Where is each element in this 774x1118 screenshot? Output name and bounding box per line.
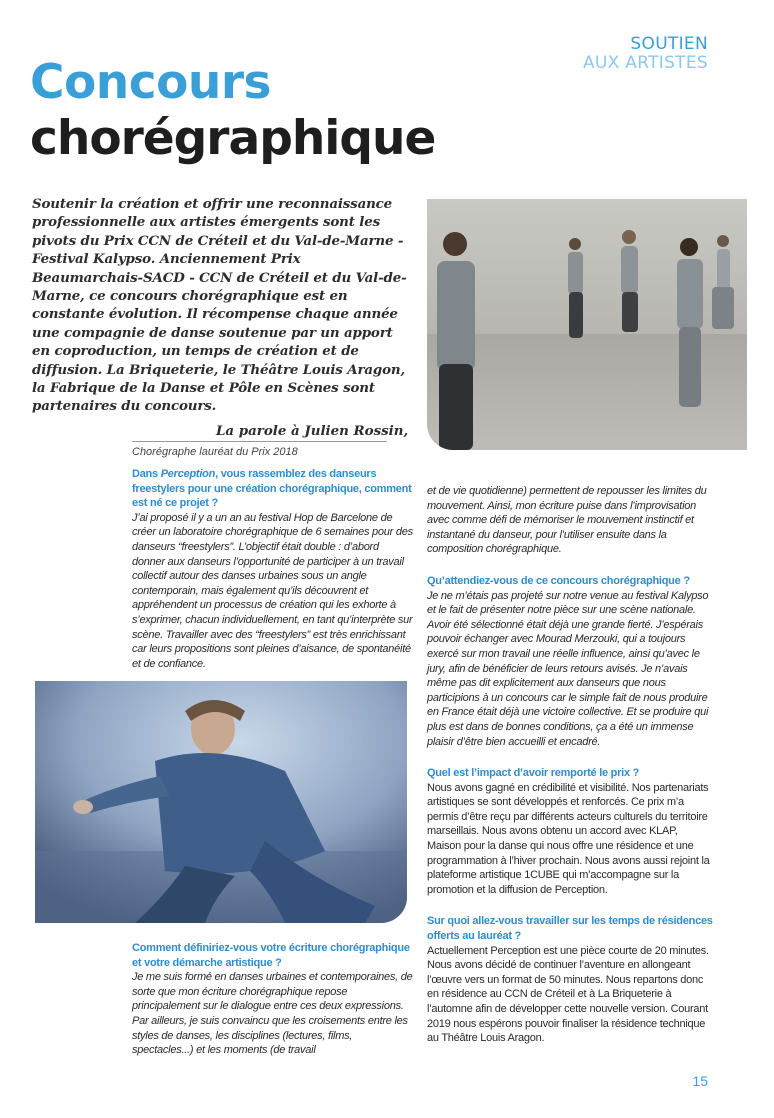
- dancer-solo-photo: [35, 681, 407, 923]
- section-tag: [583, 35, 708, 73]
- column-left-top: [132, 467, 413, 671]
- answer-1: J’ai proposé il y a un an au festival Hop de Barcelone de créer un laboratoire chorégraphique de 6 semaines pour des danseurs “freestylers”. L’objectif était double : d’abord donner aux danseurs l’opportunité de participer à un travail collectif autour des danses urbaines sous un angle contemporain, mais également qu’ils découvrent et appréhendent un processus de création qui les exhorte à s’exprimer, chacun individuellement, en tant qu’interprète sur scène. Travailler avec des “freestylers” est très enrichissant car leurs propositions sont pleines d’aisance, de spontanéité et de confiance.: [132, 511, 413, 670]
- answer-2-part1: Je me suis formé en danses urbaines et contemporaines, de sorte que mon écriture chorégraphique repose principalement sur le dialogue entre ces deux expressions. Par ailleurs, je suis convaincu que les croisements entre les styles de danses, les disciplines (lectures, films, spectacles...) et les moments (de travail: [132, 971, 413, 1057]
- question-3: Qu’attendiez-vous de ce concours chorégraphique ?: [427, 574, 690, 587]
- answer-2-part2: et de vie quotidienne) permettent de repousser les limites du mouvement. Ainsi, mon écriture puise dans l’improvisation avec comme défi de mémoriser le mouvement instinctif et instantané du danseur, pour l’utiliser ensuite dans la composition chorégraphique.: [427, 485, 707, 556]
- column-left-bottom: [132, 941, 413, 1058]
- intro-paragraph: Soutenir la création et offrir une reconnaissance professionnelle aux artistes émergents sont les pivots du Prix CCN de Créteil et du Val-de-Marne - Festival Kalypso. Anciennement Prix Beaumarchais-SACD - CCN de Créteil et du Val-de-Marne, ce concours chorégraphique est en constante évolution. Il récompense chaque année une compagnie de danse soutenue par un apport en coproduction, un temps de création et de diffusion. La Briqueterie, le Théâtre Louis Aragon, la Fabrique de la Danse et Pôle en Scènes sont partenaires du concours.: [32, 196, 407, 415]
- interviewee-name: La parole à Julien Rossin,: [216, 423, 409, 439]
- page-title-line1: Concours: [30, 55, 272, 110]
- question-4: Quel est l’impact d’avoir remporté le prix ?: [427, 767, 640, 780]
- answer-5: Actuellement Perception est une pièce courte de 20 minutes. Nous avons décidé de continuer l’aventure en allongeant l’œuvre vers un format de 50 minutes. Nous repartons donc en résidence au CCN de Créteil et à La Briqueterie à l’automne afin de développer cette nouvelle version. Courant 2019 nous espérons pouvoir finaliser la résidence technique au Théâtre Louis Aragon.: [427, 944, 709, 1045]
- column-right: [427, 484, 713, 1046]
- question-1-post: , vous rassemblez des danseurs freestylers pour une création chorégraphique, comment est né ce projet ?: [132, 468, 412, 510]
- interviewee-divider: [132, 441, 387, 442]
- answer-3: Je ne m’étais pas projeté sur notre venue au festival Kalypso et le fait de présenter notre pièce sur une scène nationale. Avoir été sélectionné était déjà une grande fierté. J’espérais pouvoir échanger avec Mourad Merzouki, qui a toujours exercé sur mon travail une réelle influence, ainsi qu’avec le jury, afin de bénéficier de leurs retours avisés. Je n’avais même pas dit explicitement aux danseurs que nous participions à un concours car le simple fait de nous produire en France était déjà une victoire collective. Et se produire qui plus est dans de bonnes conditions, ça a été un immense plaisir d’être bien accueilli et encadré.: [427, 589, 709, 748]
- question-2: Comment définiriez-vous votre écriture chorégraphique et votre démarche artistique ?: [132, 942, 410, 969]
- interviewee-block: [132, 423, 409, 458]
- question-1: [132, 467, 413, 511]
- page-title-line2: chorégraphique: [30, 111, 436, 166]
- question-5: Sur quoi allez-vous travailler sur les temps de résidences offerts au lauréat ?: [427, 915, 713, 943]
- interviewee-role: Chorégraphe lauréat du Prix 2018: [132, 446, 298, 458]
- dancers-group-photo: [427, 199, 747, 450]
- answer-4: Nous avons gagné en crédibilité et visibilité. Nos partenariats artistiques se sont développés et renforcés. Ce prix m’a permis d’être reçu par différents acteurs culturels du territoire marseillais. Nous avons obtenu un accord avec KLAP, Maison pour la danse qui nous offre une résidence et une programmation à l’hiver prochain. Nous avons aussi rejoint la plateforme artistique 1CUBE qui m’accompagne sur la promotion et la diffusion de Perception.: [427, 781, 710, 896]
- question-1-title: Perception: [160, 468, 216, 480]
- page-number: 15: [692, 1073, 708, 1089]
- section-tag-line2: AUX ARTISTES: [582, 53, 708, 73]
- question-1-pre: Dans: [132, 468, 161, 480]
- section-tag-line1: SOUTIEN: [630, 34, 708, 54]
